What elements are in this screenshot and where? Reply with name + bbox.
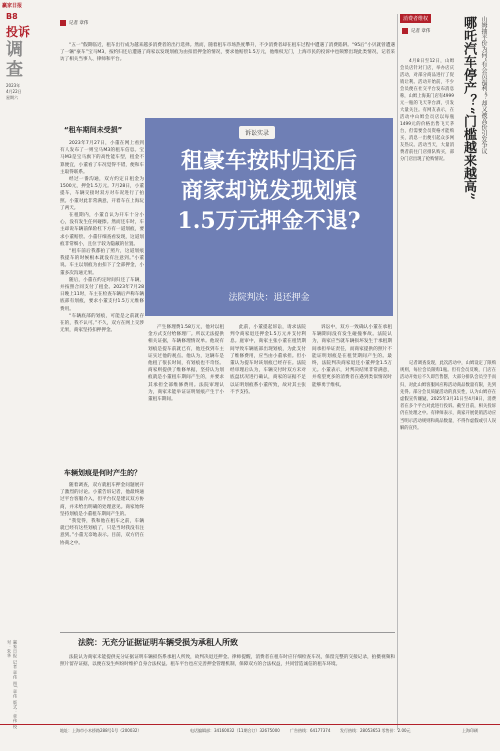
- rail-item: 图/ 章伟: [13, 681, 18, 699]
- paragraph: “租车前后我都拍了照片，这道划痕我提车的时候根本就没有注意到。”小董说。车主以划痕为由扣下了全部押金，小董多次沟通无果。: [60, 249, 144, 276]
- masthead: [6, 12, 42, 101]
- paragraph: 此前，小董提起诉讼，请求法院判令商家退还押金1.5万元并支付利息。庭审中，商家主张小董在租赁期间导致车辆底部出现划痕，为此支付了维修费用，应当由小董承担。但小董认为提车时该划痕已经存在。法院经审理后认为，车辆交付时双方未对底盘状况进行确认，商家的证据不足以证明划痕系小董所致，故对其主张不予支持。: [230, 325, 306, 395]
- banner-label: 诉讼实录: [239, 126, 275, 139]
- headline-banner: [145, 118, 393, 316]
- side-tag: 消费者维权: [400, 14, 431, 23]
- bottom-text: [60, 654, 395, 720]
- paragraph: 记者调查发现，此次活动中，山姆设定了限购规则，每位会员限购1瓶。但有会员反映，门店在活动开始后不久即告售罄，大部分排队会员空手而归，对此山姆客服回应称活动商品数量有限，先到先得。部分会员质疑活动的真实性，认为山姆存在虚假宣传嫌疑。2025年3月31日至4月8日，消费者在多个平台对此进行投诉。截至目前，相关投诉仍在处理之中。有律师表示，商家开展促销活动应当明示活动规则和商品数量，不得作虚假或引人误解的宣传。: [400, 361, 496, 431]
- footer-address: 地址：上海市小木桥路288号1号（200032）: [60, 728, 142, 733]
- middle-column-2: [230, 324, 306, 624]
- middle-column-3: [312, 324, 392, 624]
- column-divider: [397, 14, 398, 730]
- footer-printer: 上海印刷: [462, 728, 478, 733]
- byline-text: 记者 章伟: [69, 21, 89, 26]
- banner-tagline: 法院判决：退还押金: [228, 293, 310, 303]
- rail-item: 赢家日报: [13, 640, 18, 658]
- rail-item: 校对：朱华: [7, 640, 18, 730]
- section-title-1: 投诉: [6, 25, 31, 39]
- footer-rule: [0, 724, 500, 725]
- banner-headline: [145, 146, 393, 236]
- side-text-2: [400, 360, 496, 720]
- intro-paragraph: [60, 42, 395, 106]
- headline-line: 租豪车按时归还后: [180, 148, 357, 174]
- rail-item: 记者 章伟: [13, 659, 18, 680]
- subhead-1: “租车期间未受损”: [64, 126, 123, 134]
- paragraph: 4月8日至12日，山姆会员店针对门店，举办店庆活动，对部分商品进行了促销让利。活动开始前，不少会员便在社交平台发布消息称，山姆上海某门店有4999元一瓶的飞天茅台酒，引发大量关注。有网友表示，在活动中山姆会员店以每瓶1499元的价格出售飞天茅台，但需要会员资格才能购买，消息一出便引起众多网友热议。活动当天，大量消费者前往门店排队购买，部分门店出现了抢购情况。: [400, 59, 454, 162]
- paragraph: 诉讼中，双方一致确认小董在承租车辆期间没有发生碰撞事故。法院认为，商家应当就车辆损坏发生于承租期间承担举证责任，而商家提供的照片不能证明划痕是在租赁期间产生的。最终，法院判决商家退还小董押金1.5万元。小董表示，对判决结果非常满意，并希望更多的消费者在遇到类似情况时能够勇于维权。: [312, 325, 392, 388]
- footer-ad: 广告热线：64177374: [290, 728, 331, 733]
- paragraph: “车辆底部的划痕，可能是之前就存在的，我不认可。”不久，双方在网上交涉无果，商家坚持扣押押金。: [60, 313, 144, 334]
- byline-marker: [402, 28, 408, 34]
- byline-marker: [60, 20, 66, 26]
- intro-text: “五一”假期临近，租车出行成为越来越多消费者的出行选择。然而，随着租车市场热度攀升，不少消费者却在租车过程中遭遇了消费陷阱。“95后”小贝就曾遭遇了一辆“豪车”宝马M3，按约归还后遭遇了商家以发现划痕为由扣留押金的情况，要求他赔偿1.5万元，他维权无门，上海市民的投诉中也频繁出现此类情况，记者采访了相关当事人、律师和平台。: [60, 43, 395, 63]
- issue-year: 2023年: [6, 83, 21, 88]
- subhead-2: 车辆划痕是何时产生的？: [64, 469, 141, 477]
- side-subheadline: 山姆抽平价为何“有会员福利”？却又被高价引发争议: [480, 16, 487, 155]
- byline-top: [60, 20, 88, 26]
- middle-column-1: [148, 324, 224, 624]
- paragraph: 2023年7月27日，小董在网上看到有人发布了一则宝马M3的租车信息。宝马M3是宝马旗下的高性能车型，租金不算便宜，小董看了车况觉得不错，便和车主取得联系。: [60, 141, 144, 175]
- divider: [60, 632, 395, 633]
- paragraph: 经过一番沟通，双方约定日租金为1500元，押金1.5万元。7月28日，小董提车，车辆交接时双方对车况进行了拍照。小董对此非常满意，开着车在上海玩了两天。: [60, 177, 144, 211]
- paragraph: 随后，小董在约定时间归还了车辆，并按照合同支付了租金。2023年7月28日晚上11时，车主在检查车辆后声称车辆底部有划痕，要求小董支付1.5万元维修费用。: [60, 277, 144, 312]
- byline-side: [402, 28, 430, 34]
- side-text-1: [400, 58, 454, 358]
- paragraph: 产生修理费1.58万元，他对以租金方式支付给修理厂。所以无法提供相关证据，车辆修理情况单。他说有划痕是提车前就已有，他还找到车主证实过他的观点。他认为，这辆车是他租了很长时间，有划痕也不奇怪。商家则提供了维修单据，坚持认为划痕就是小董租车期间产生的，并要求其承担全部维修费用。法院审理认为，商家未能举证证明划痕产生于小董租车期间。: [148, 325, 224, 403]
- side-headline: 哪吒汽车停产？“门槛越来越高”: [461, 16, 476, 200]
- paragraph: 在租期内，小董自认为开车十分小心，没有发生任何碰擦。然而还车时，车主却说车辆前保险杠下方有一道划痕，要求小董赔偿。小董仔细查看发现，这道划痕非常细小，且位于较为隐蔽的位置。: [60, 213, 144, 247]
- side-headline-block: [460, 16, 498, 336]
- footer-phone: 电话编辑部：34160032（11期合订）32675000: [190, 728, 280, 733]
- byline-text: 记者 章伟: [411, 29, 431, 34]
- paragraph: “我觉得，我和他在租车之前，车辆就已经有这些划痕了，只是当时我没有注意到。”小董无奈地表示。目前，双方仍在协商之中。: [60, 519, 144, 546]
- bottom-headline: 法院：无充分证据证明车辆受损为承租人所致: [78, 638, 238, 647]
- left-column-text-2: [60, 482, 144, 630]
- issue-date: 4月22日: [6, 89, 22, 94]
- paragraph: 法院认为商家未能提供充分证据证明车辆损伤系承租人所致，故判决退还押金。律师提醒，消费者在租车时应仔细检查车况，保留完整的交接记录，拍摄视频和照片留存证据，以便在发生纠纷时维护自身合法权益。租车平台也应完善押金管理机制，保障双方的合法权益，共同营造诚信的租车环境。: [60, 655, 395, 668]
- headline-line: 1.5万元押金不退?: [177, 208, 361, 234]
- issue-weekday: 星期六: [6, 95, 18, 100]
- paragraph: 随着调查，双方就租车押金问题展开了激烈的讨论。小董告诉记者，他最终通过平台客服介入，但平台仅是建议双方协商，并未给出明确的处理意见。商家始终坚持划痕是小董租车期间产生的。: [60, 483, 144, 517]
- headline-line: 商家却说发现划痕: [180, 178, 357, 204]
- corner-tag: 赢家日报: [2, 3, 23, 9]
- rail-item: 版式：章伟: [13, 700, 18, 723]
- page-number: B8: [6, 12, 18, 21]
- left-rail: [6, 640, 18, 730]
- left-column-text: [60, 140, 144, 468]
- section-title-2: 调查: [6, 40, 23, 80]
- footer-distribution: 发行热线：28053653 零售价：2.00元: [340, 728, 411, 733]
